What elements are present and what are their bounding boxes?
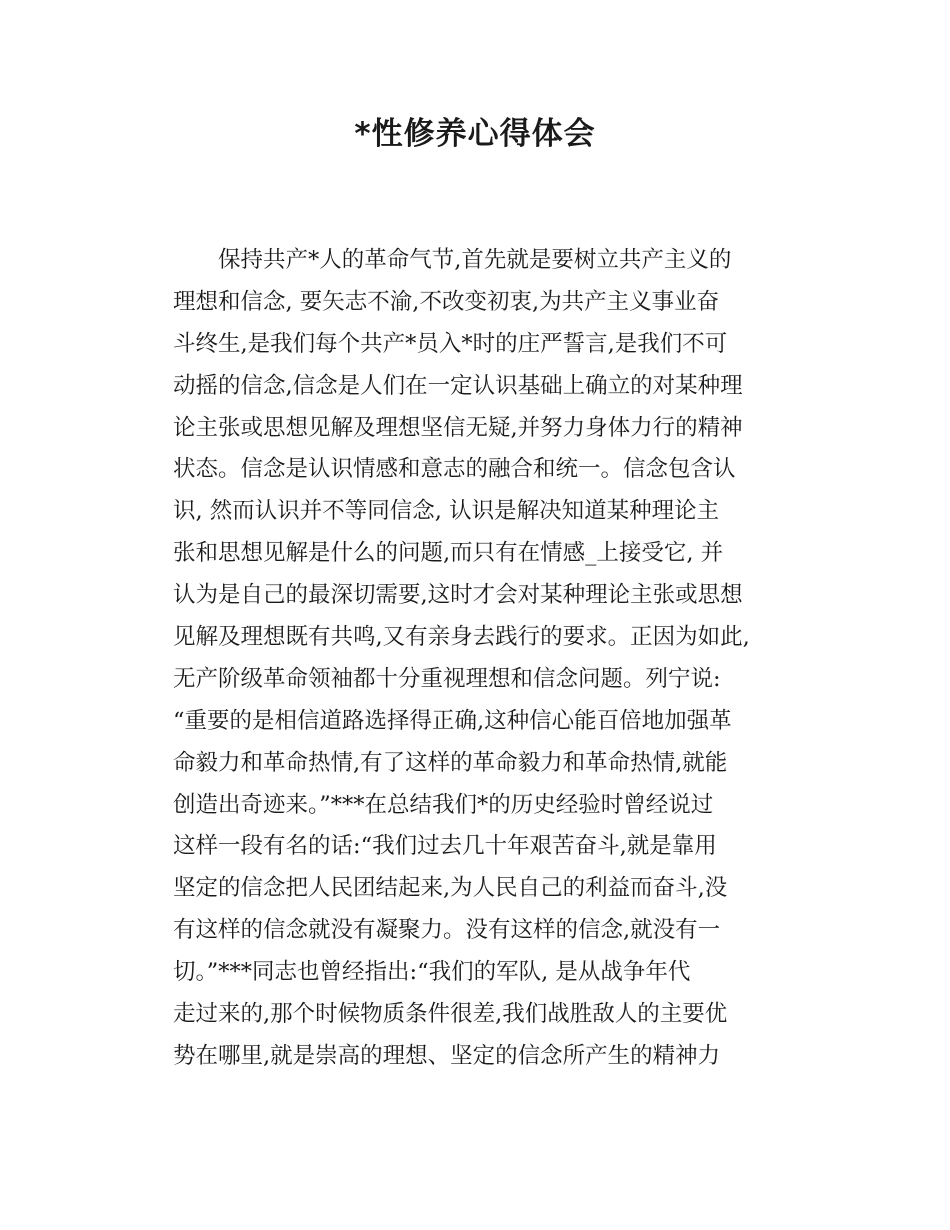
body-line: 坚定的信念把人民团结起来,为人民自己的利益而奋斗,没 bbox=[173, 875, 728, 902]
body-line: 理想和信念, 要矢志不渝,不改变初衷,为共产主义事业奋 bbox=[173, 288, 720, 315]
body-line: 有这样的信念就没有凝聚力。没有这样的信念,就没有一 bbox=[173, 917, 721, 944]
body-line: 张和思想见解是什么的问题,而只有在情感_上接受它, 并 bbox=[173, 540, 724, 567]
body-line: 认为是自己的最深切需要,这时才会对某种理论主张或思想 bbox=[173, 582, 743, 609]
body-line: 保持共产*人的革命气节,首先就是要树立共产主义的 bbox=[173, 247, 732, 273]
body-line: 动摇的信念,信念是人们在一定认识基础上确立的对某种理 bbox=[173, 372, 743, 399]
body-line: 无产阶级革命领袖都十分重视理想和信念问题。列宁说: bbox=[173, 665, 721, 692]
body-line: 论主张或思想见解及理想坚信无疑,并努力身体力行的精神 bbox=[173, 414, 743, 441]
body-line: 状态。信念是认识情感和意志的融合和统一。信念包含认 bbox=[173, 456, 736, 483]
body-line: 走过来的,那个时候物质条件很差,我们战胜敌人的主要优 bbox=[173, 1001, 728, 1028]
body-line: 斗终生,是我们每个共产*员入*时的庄严誓言,是我们不可 bbox=[173, 330, 728, 357]
document-title: *性修养心得体会 bbox=[354, 116, 596, 152]
body-line: 识, 然而认识并不等同信念, 认识是解决知道某种理论主 bbox=[173, 498, 720, 525]
body-line: 命毅力和革命热情,有了这样的革命毅力和革命热情,就能 bbox=[173, 749, 728, 776]
document-body bbox=[173, 240, 823, 1078]
body-line: 创造出奇迹来。”***在总结我们*的历史经验时曾经说过 bbox=[173, 791, 714, 818]
body-line: “重要的是相信道路选择得正确,这种信心能百倍地加强革 bbox=[173, 707, 732, 734]
body-line: 这样一段有名的话:“我们过去几十年艰苦奋斗,就是靠用 bbox=[173, 833, 717, 860]
body-line: 见解及理想既有共鸣,又有亲身去践行的要求。正因为如此, bbox=[173, 624, 750, 651]
body-line: 切。”***同志也曾经指出:“我们的军队, 是从战争年代 bbox=[173, 959, 691, 986]
body-line: 势在哪里,就是崇高的理想、坚定的信念所产生的精神力 bbox=[173, 1042, 721, 1069]
